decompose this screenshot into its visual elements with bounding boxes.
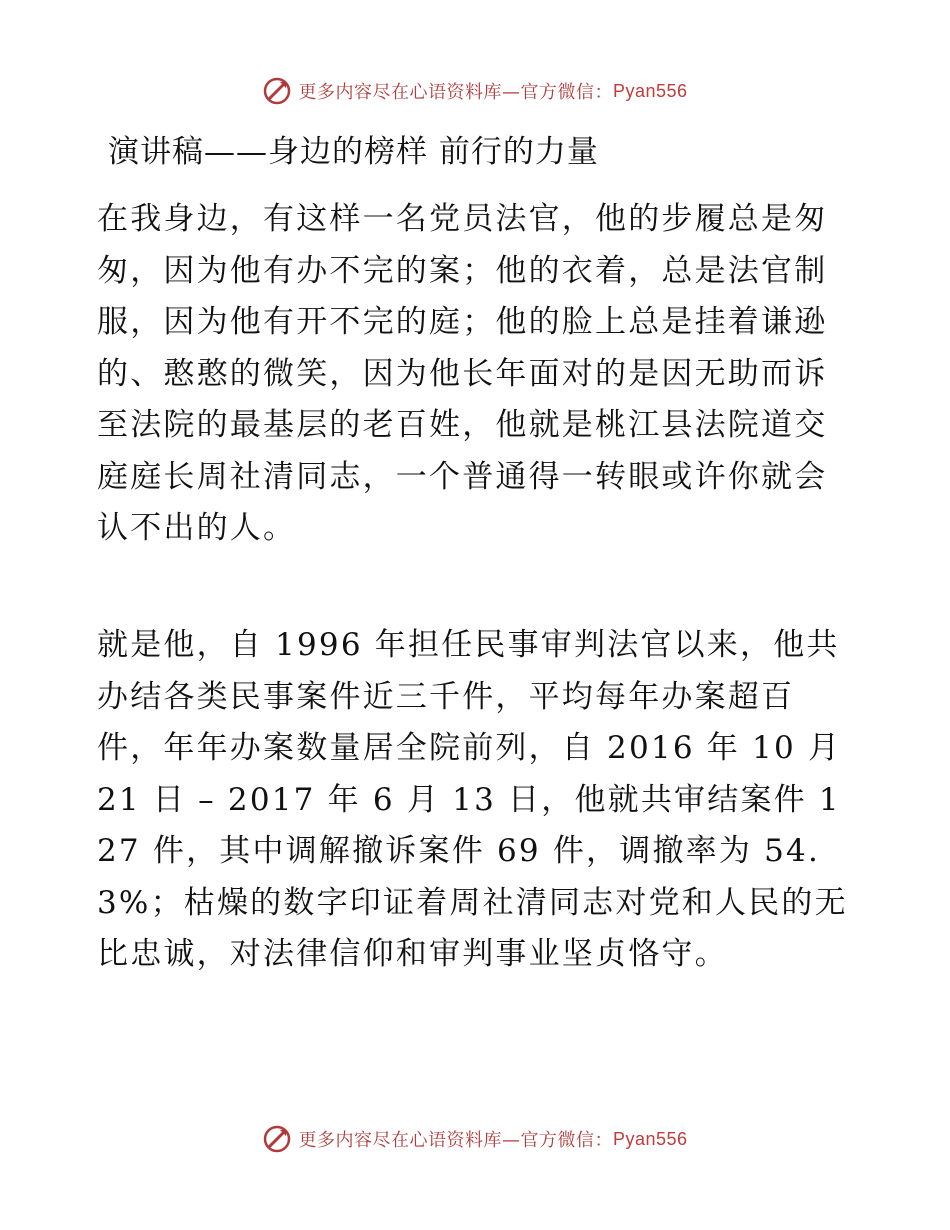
quill-seal-icon — [262, 1124, 292, 1154]
document-title: 演讲稿——身边的榜样 前行的力量 — [108, 134, 599, 170]
paragraph-2: 就是他，自 1996 年担任民事审判法官以来，他共办结各类民事案件近三千件，平均每年办案超百件，年年办案数量居全院前列，自 2016 年 10 月 21 日 – 2017 年 6 月 13 日，他就共审结案件 127 件，其中调解撤诉案件 69 件，调撤率为 54.3%；枯燥的数字印证着周社清同志对党和人民的无比忠诚，对法律信仰和审判事业坚贞恪守。 — [97, 627, 848, 972]
paragraph-1: 在我身边，有这样一名党员法官，他的步履总是匆匆，因为他有办不完的案；他的衣着，总是法官制服，因为他有开不完的庭；他的脸上总是挂着谦逊的、憨憨的微笑，因为他长年面对的是因无助而诉至法院的最基层的老百姓，他就是桃江县法院道交庭庭长周社清同志，一个普通得一转眼或许你就会认不出的人。 — [97, 201, 828, 546]
watermark-account: Pyan556 — [612, 1128, 688, 1149]
footer-watermark — [0, 1122, 950, 1156]
watermark-account: Pyan556 — [612, 80, 688, 101]
header-watermark — [0, 74, 950, 108]
watermark-text: 更多内容尽在心语资料库—官方微信： — [298, 1130, 613, 1151]
quill-seal-icon — [262, 76, 292, 106]
watermark-text: 更多内容尽在心语资料库—官方微信： — [298, 82, 613, 103]
